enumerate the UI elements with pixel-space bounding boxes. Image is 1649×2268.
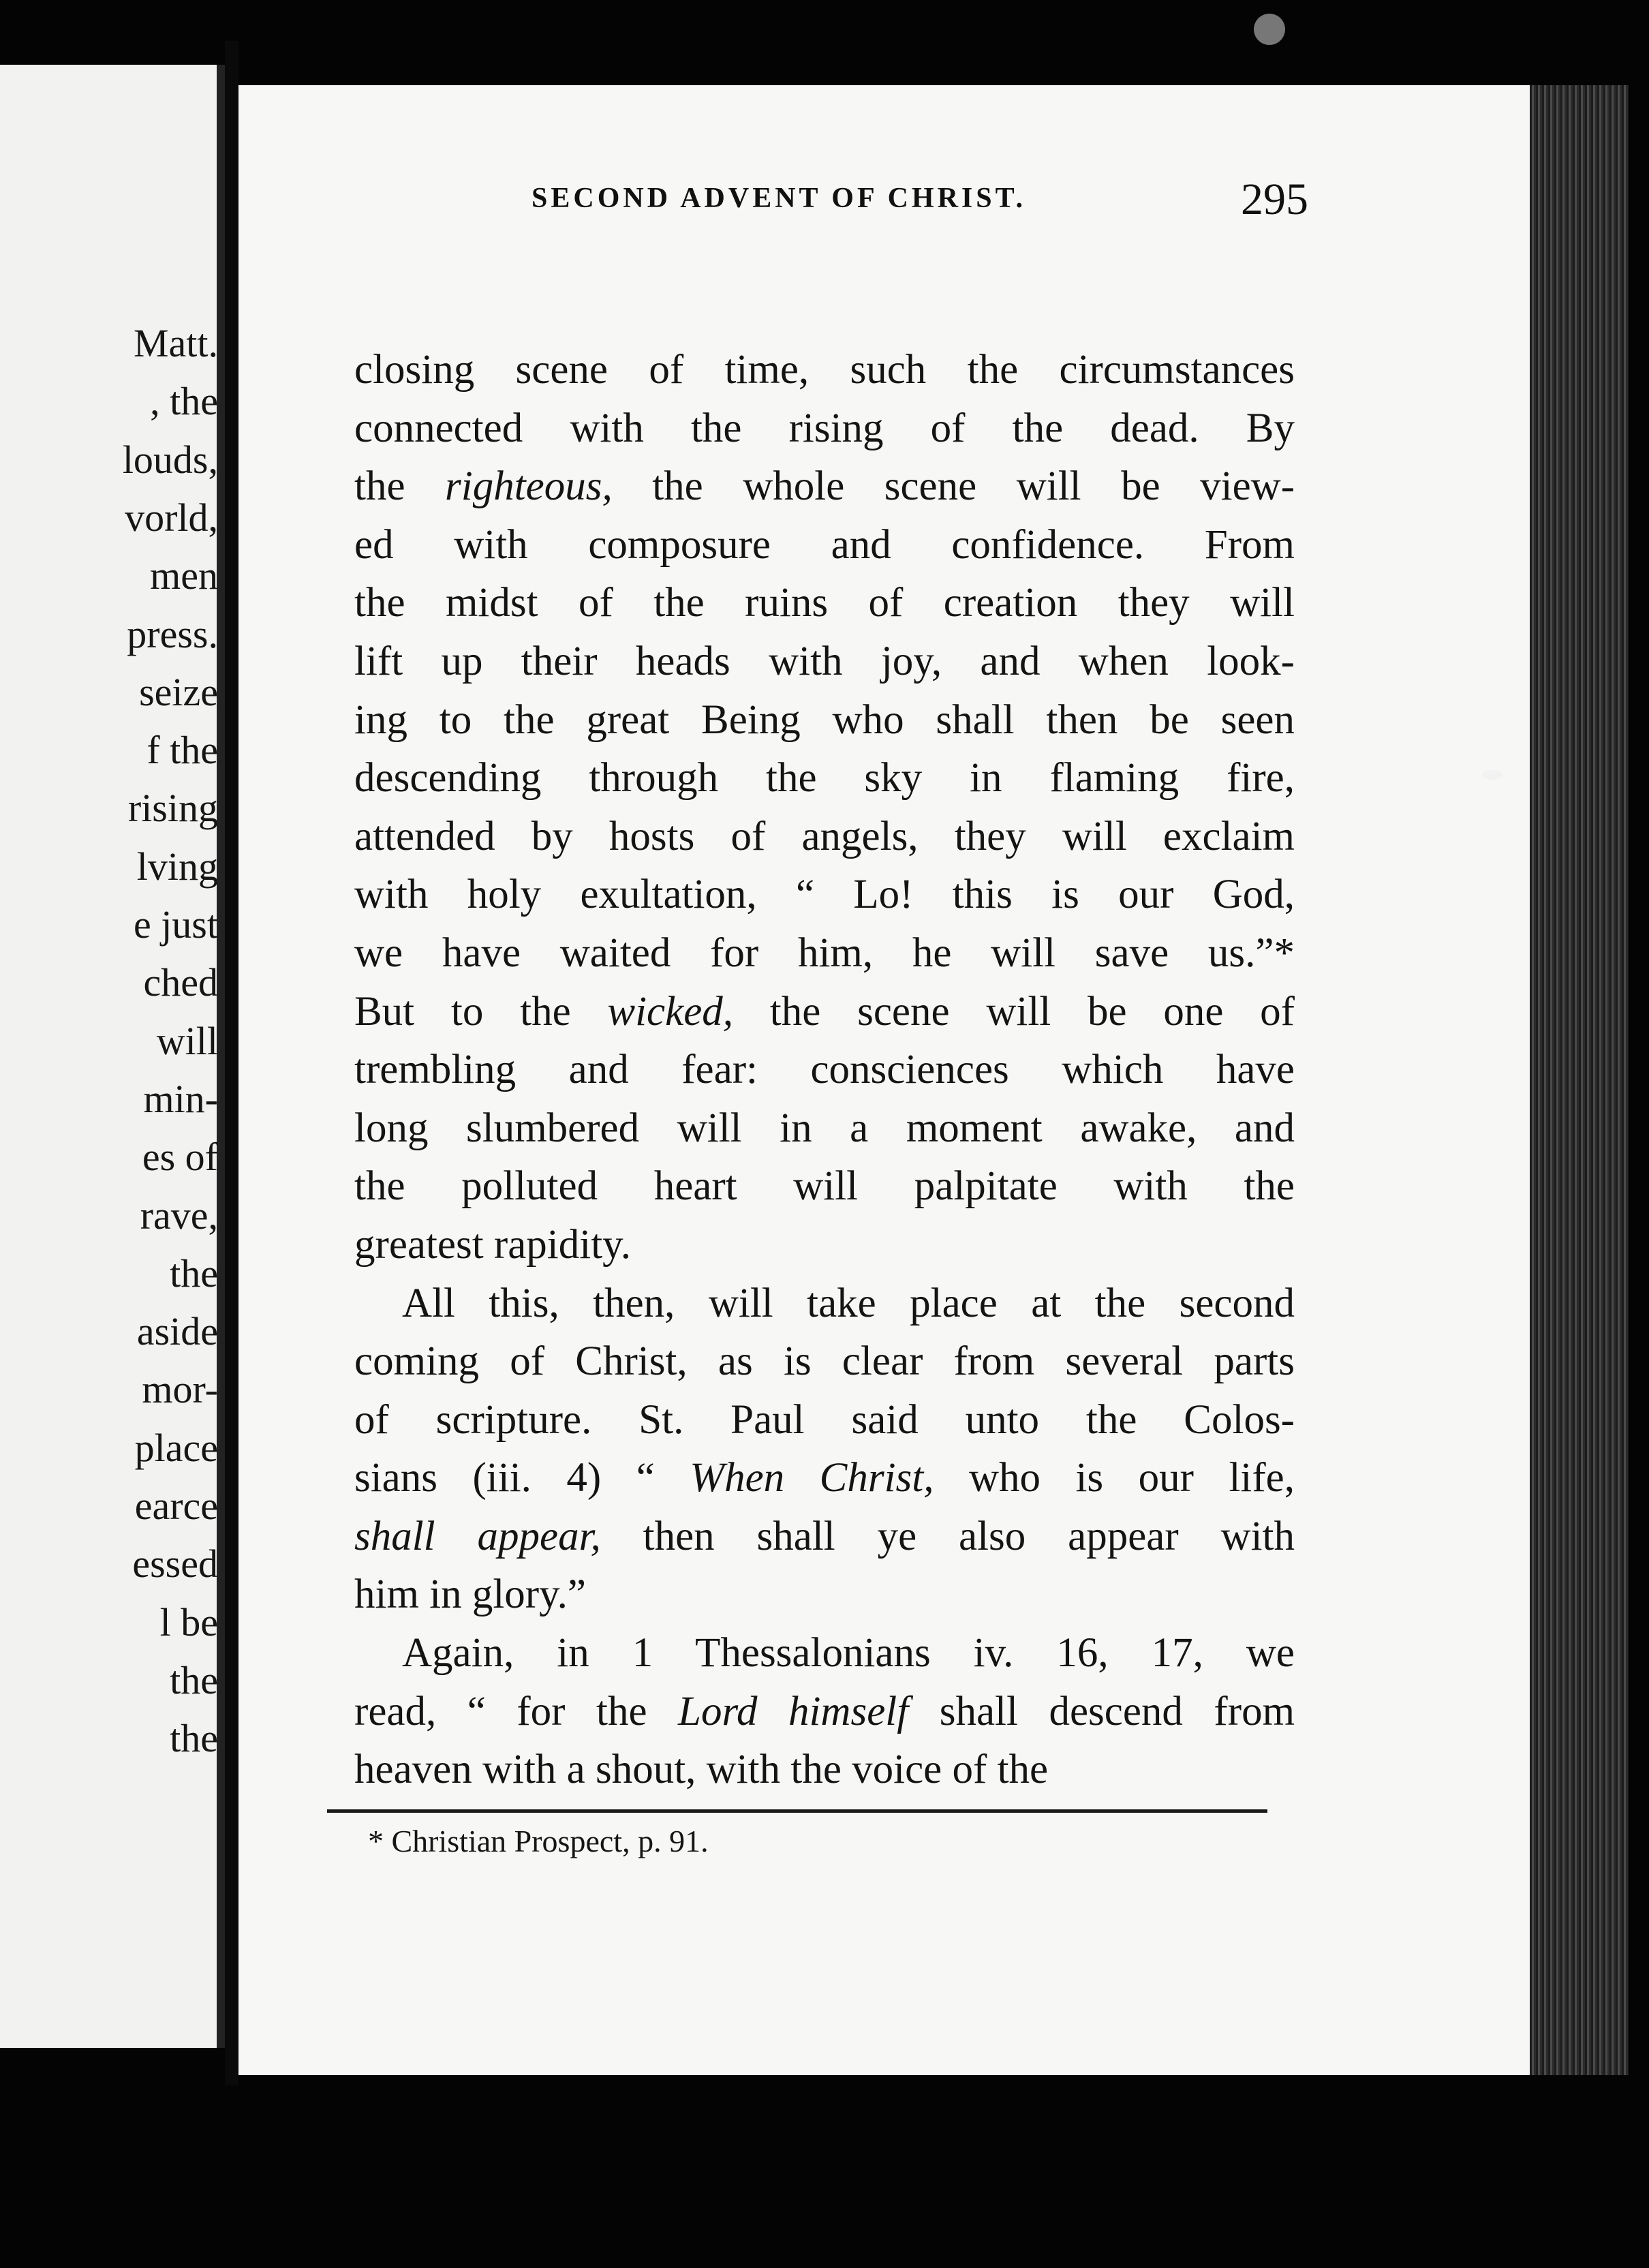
- text-segment: the: [354, 463, 446, 510]
- facing-page-line: men: [150, 553, 218, 598]
- italic-phrase: Lord himself: [678, 1688, 909, 1734]
- italic-phrase: When Christ,: [690, 1455, 934, 1501]
- text-line: connected with the rising of the dead. By: [354, 405, 1295, 451]
- facing-page-line: the: [170, 1657, 218, 1702]
- book-gutter: [225, 41, 238, 2085]
- scan-speck: [1482, 770, 1502, 780]
- facing-page-line: the: [170, 1716, 218, 1761]
- text-line: [354, 1683, 1295, 1741]
- text-line: All this, then, will take place at the second: [402, 1280, 1295, 1326]
- text-segment: read, “ for the: [354, 1688, 679, 1734]
- italic-phrase: wicked,: [607, 988, 734, 1035]
- facing-page-line: rave,: [140, 1193, 218, 1238]
- text-line: ed with composure and confidence. From: [354, 521, 1295, 568]
- scan-speck: [1254, 14, 1285, 45]
- facing-page-line: seize: [139, 669, 218, 714]
- facing-page-line: louds,: [122, 437, 218, 482]
- text-segment: the whole scene will be view-: [612, 463, 1295, 510]
- text-line: coming of Christ, as is clear from several parts: [354, 1338, 1295, 1385]
- facing-page-line: ched: [143, 960, 218, 1005]
- text-segment: the scene will be one of: [733, 988, 1295, 1035]
- facing-page-line: es of: [142, 1135, 218, 1180]
- page-number: 295: [1241, 174, 1308, 224]
- text-line: long slumbered will in a moment awake, and: [354, 1105, 1295, 1151]
- text-line: we have waited for him, he will save us.”*: [354, 930, 1295, 976]
- text-line: closing scene of time, such the circumstances: [354, 347, 1295, 393]
- facing-page-line: the: [170, 1251, 218, 1296]
- text-line: heaven with a shout, with the voice of the: [354, 1747, 1049, 1793]
- facing-page-left: [0, 65, 225, 2048]
- facing-page-line: l be: [159, 1599, 218, 1644]
- footnote-rule: [327, 1809, 1267, 1813]
- text-segment: then shall ye also appear with: [600, 1513, 1295, 1559]
- facing-page-line: e just: [133, 902, 218, 947]
- text-line: of scripture. St. Paul said unto the Colos-: [354, 1396, 1295, 1443]
- facing-page-line: Matt.: [133, 321, 218, 365]
- text-line: [354, 1449, 1295, 1507]
- text-segment: who is our life,: [934, 1455, 1295, 1501]
- text-segment: shall descend from: [908, 1688, 1295, 1734]
- text-line: descending through the sky in flaming fire,: [354, 755, 1295, 801]
- text-line: him in glory.”: [354, 1572, 586, 1618]
- italic-phrase: righteous,: [445, 463, 613, 510]
- facing-page-line: f the: [147, 728, 218, 773]
- text-line: [354, 983, 1295, 1041]
- facing-page-line: essed: [132, 1542, 218, 1587]
- text-line: ing to the great Being who shall then be seen: [354, 696, 1295, 743]
- page-block-edges: [1530, 85, 1629, 2075]
- paragraph-2: [354, 1274, 1295, 1625]
- running-head: [354, 174, 1308, 228]
- paragraph-3: [354, 1624, 1295, 1799]
- text-line: Again, in 1 Thessalonians iv. 16, 17, we: [402, 1630, 1295, 1676]
- facing-page-line: earce: [134, 1484, 218, 1528]
- text-line: the midst of the ruins of creation they will: [354, 580, 1295, 626]
- running-title: SECOND ADVENT OF CHRIST.: [531, 183, 1027, 214]
- text-line: [354, 1507, 1295, 1566]
- facing-page-line: min-: [143, 1076, 218, 1121]
- text-line: lift up their heads with joy, and when look-: [354, 638, 1295, 684]
- italic-phrase: shall appear,: [354, 1513, 601, 1559]
- text-line: with holy exultation, “ Lo! this is our God,: [354, 872, 1295, 918]
- facing-page-line: lving: [136, 844, 218, 889]
- text-segment: But to the: [354, 988, 608, 1035]
- body-text: [354, 341, 1295, 1799]
- footnote: * Christian Prospect, p. 91.: [368, 1824, 709, 1858]
- facing-page-line: mor-: [142, 1367, 218, 1412]
- facing-page-line: place: [134, 1425, 218, 1470]
- facing-page-line: , the: [150, 379, 218, 424]
- facing-page-line: vorld,: [125, 495, 218, 540]
- text-line: greatest rapidity.: [354, 1221, 631, 1268]
- text-segment: sians (iii. 4) “: [354, 1455, 690, 1501]
- text-line: [354, 457, 1295, 516]
- text-line: the polluted heart will palpitate with the: [354, 1163, 1295, 1210]
- facing-page-line: press.: [127, 611, 218, 656]
- facing-page-line: will: [156, 1018, 218, 1063]
- facing-page-line: rising: [127, 786, 218, 831]
- text-line: attended by hosts of angels, they will exclaim: [354, 813, 1295, 859]
- text-line: trembling and fear: consciences which have: [354, 1047, 1295, 1093]
- facing-page-line: aside: [136, 1309, 218, 1354]
- paragraph-1: [354, 341, 1295, 1274]
